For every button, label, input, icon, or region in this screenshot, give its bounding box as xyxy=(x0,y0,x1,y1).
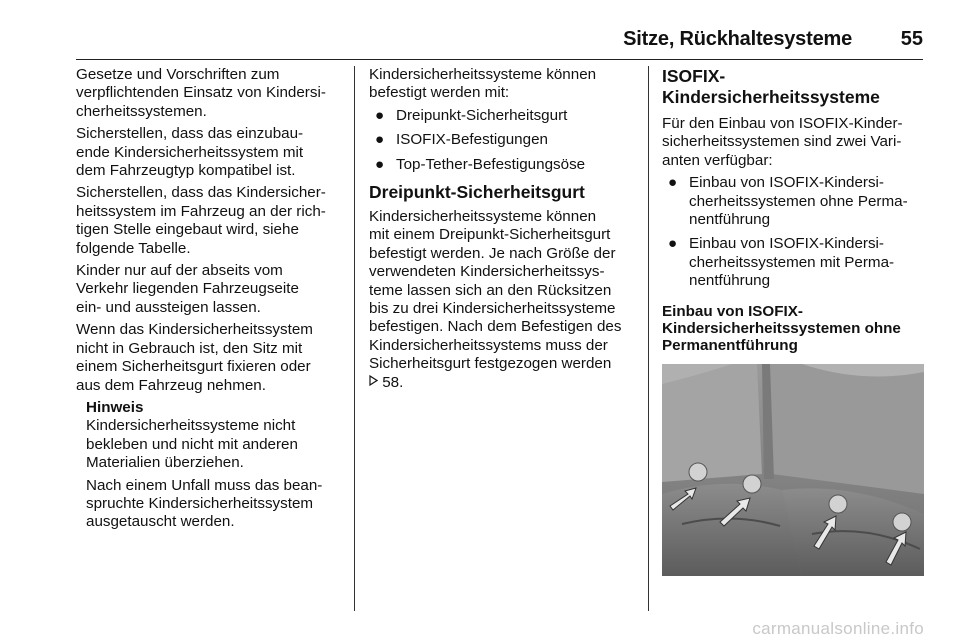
mounting-options-list xyxy=(369,107,635,174)
list-item: ● ISOFIX-Befestigungen xyxy=(375,131,548,149)
section-heading-three-point-belt: Dreipunkt-Sicherheitsgurt xyxy=(369,182,585,203)
bullet-icon: ● xyxy=(375,106,385,124)
paragraph-mounting-intro: Kindersicherheitssysteme können befestigt werden mit: xyxy=(369,66,597,102)
paragraph-three-point-belt: Kindersicherheitssysteme können mit einem Dreipunkt-Sicherheitsgurt befestigt werden. Je nach Größe der verwendeten Kindersicherheitssys- teme lassen sich an den Rücksitzen bis zu drei Kindersicherheitssysteme befestigen. Nach dem Befestigen des Kindersicherheitssystems muss der Sicherheitsgurt festgezogen werden 58. xyxy=(369,208,622,391)
paragraph-position: Sicherstellen, dass das Kindersicher- heitssystem im Fahrzeug an der rich- tigen Stelle eingebaut wird, siehe folgende Tabelle. xyxy=(76,184,326,257)
bullet-icon: ● xyxy=(375,131,385,149)
bullet-icon: ● xyxy=(668,235,678,253)
note-box xyxy=(86,399,346,532)
list-item: ● Top-Tether-Befestigungsöse xyxy=(375,155,586,173)
note-paragraph-2: Nach einem Unfall muss das bean- spruchte Kindersicherheitssystem ausgetauscht werden. xyxy=(86,476,323,531)
paragraph-compatibility: Sicherstellen, dass das einzubau- ende Kindersicherheitssystem mit dem Fahrzeugtyp kompatibel ist. xyxy=(76,125,304,180)
isofix-variants-list xyxy=(662,174,924,290)
watermark: carmanualsonline.info xyxy=(752,619,924,638)
bullet-icon: ● xyxy=(375,155,385,173)
rear-seat-isofix-photo xyxy=(662,364,924,576)
column-3 xyxy=(662,66,924,355)
list-item: ● Einbau von ISOFIX-Kindersi- cherheitssystemen ohne Perma- nentführung xyxy=(668,174,908,229)
list-item: ● Dreipunkt-Sicherheitsgurt xyxy=(375,106,568,124)
paragraph-exit-side: Kinder nur auf der abseits vom Verkehr liegenden Fahrzeugseite ein- und aussteigen lassen. xyxy=(76,262,299,316)
subheading-isofix-without-guide: Einbau von ISOFIX- Kindersicherheitssystemen ohne Permanentführung xyxy=(662,302,901,355)
column-divider-1 xyxy=(354,66,355,611)
page-number: 55 xyxy=(900,28,923,50)
paragraph-not-in-use: Wenn das Kindersicherheitssystem nicht in Gebrauch ist, den Sitz mit einem Sicherheitsgurt fixieren oder aus dem Fahrzeug nehmen. xyxy=(76,321,313,394)
column-1 xyxy=(76,66,346,536)
paragraph-isofix-intro: Für den Einbau von ISOFIX-Kinder- sicherheitssystemen sind zwei Vari- anten verfügbar: xyxy=(662,115,903,169)
column-divider-2 xyxy=(648,66,649,611)
page-header-title: Sitze, Rückhaltesysteme xyxy=(623,28,852,50)
section-heading-isofix: ISOFIX- Kindersicherheitssysteme xyxy=(662,66,880,107)
list-item: ● Einbau von ISOFIX-Kindersi- cherheitssystemen mit Perma- nentführung xyxy=(668,235,895,290)
page-reference-link[interactable]: 58. xyxy=(382,373,404,391)
column-2 xyxy=(369,66,635,396)
note-paragraph-1: Kindersicherheitssysteme nicht bekleben und nicht mit anderen Materialien überziehen. xyxy=(86,417,298,472)
paragraph-legal: Gesetze und Vorschriften zum verpflichtenden Einsatz von Kindersi- cherheitssystemen. xyxy=(76,66,326,120)
header-divider xyxy=(76,59,923,60)
arrow-right-outline-icon[interactable] xyxy=(369,374,378,392)
bullet-icon: ● xyxy=(668,174,678,192)
note-heading: Hinweis xyxy=(86,398,144,416)
